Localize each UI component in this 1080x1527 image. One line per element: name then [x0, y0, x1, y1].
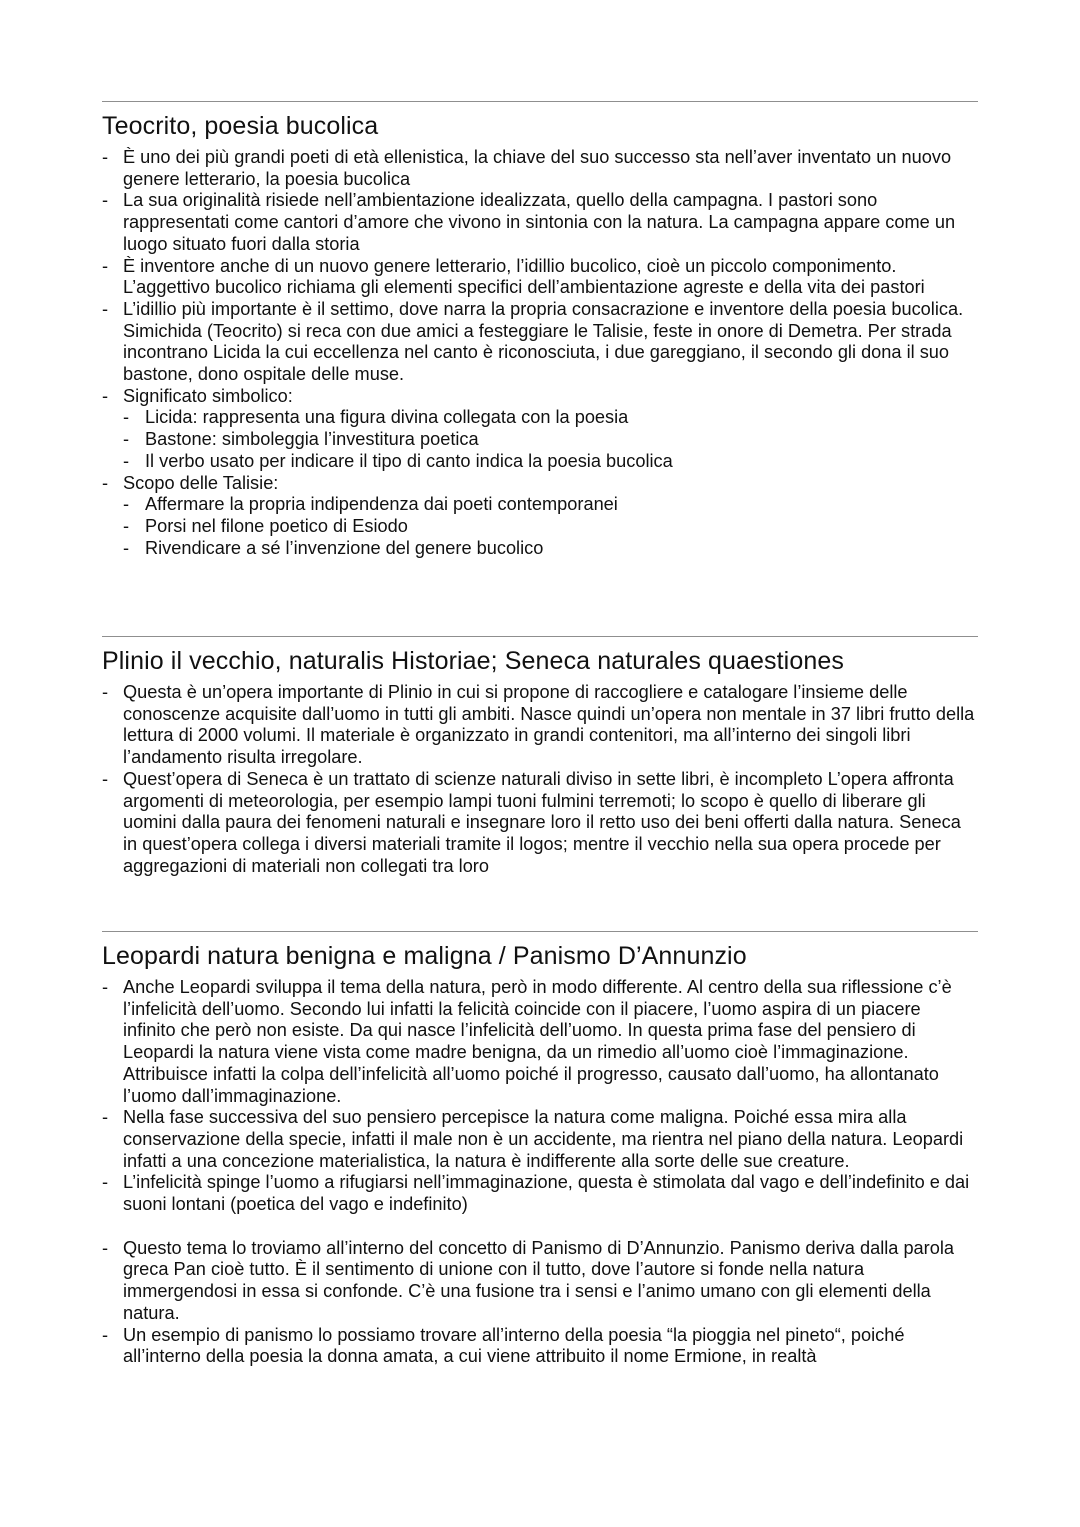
list-item: - È uno dei più grandi poeti di età ellenistica, la chiave del suo successo sta nell’aver inventato un nuovo genere letterario, la poesia bucolica	[102, 147, 978, 190]
section-divider	[102, 636, 978, 637]
section-leopardi-dannunzio	[102, 931, 978, 1368]
section-title: Leopardi natura benigna e maligna / Panismo D’Annunzio	[102, 942, 747, 970]
sub-list-item: - Licida: rappresenta una figura divina collegata con la poesia	[123, 407, 978, 429]
section-divider	[102, 931, 978, 932]
list-item	[102, 386, 978, 473]
list-item: - Questo tema lo troviamo all’interno del concetto di Panismo di D’Annunzio. Panismo deriva dalla parola greca Pan cioè tutto. È il sentimento di unione con il tutto, dove l’autore si fonde nella natura immergendosi in essa si confonde. C’è una fusione tra i sensi e l’animo umano con gli elementi della natura.	[102, 1238, 978, 1325]
sub-list	[123, 494, 978, 559]
list-item: - L’idillio più importante è il settimo, dove narra la propria consacrazione e inventore della poesia bucolica. Simichida (Teocrito) si reca con due amici a festeggiare le Talisie, feste in onore di Demetra. Per strada incontrano Licida la cui eccellenza nel canto è riconosciuta, i due gareggiano, il secondo gli dona il suo bastone, dono ospitale delle muse.	[102, 299, 978, 386]
section-title: Plinio il vecchio, naturalis Historiae; Seneca naturales quaestiones	[102, 647, 844, 675]
sub-list-item: - Bastone: simboleggia l’investitura poetica	[123, 429, 978, 451]
sub-list-item: - Affermare la propria indipendenza dai poeti contemporanei	[123, 494, 978, 516]
sub-list-item: - Rivendicare a sé l’invenzione del genere bucolico	[123, 538, 978, 560]
list-item: - Questa è un’opera importante di Plinio in cui si propone di raccogliere e catalogare l’insieme delle conoscenze acquisite dall’uomo in tutti gli ambiti. Nasce quindi un’opera non mentale in 37 libri frutto della lettura di 2000 volumi. Il materiale è organizzato in grandi contenitori, ma all’interno dei singoli libri l’andamento risulta irregolare.	[102, 682, 978, 769]
bullet-list	[102, 147, 978, 559]
list-item: - Quest’opera di Seneca è un trattato di scienze naturali diviso in sette libri, è incompleto L’opera affronta argomenti di meteorologia, per esempio lampi tuoni fulmini terremoti; lo scopo è quello di liberare gli uomini dalla paura dei fenomeni naturali e insegnare loro il retto uso dei beni offerti dalla natura. Seneca in quest’opera collega i diversi materiali tramite il logos; mentre il vecchio nella sua opera procede per aggregazioni di materiali non collegati tra loro	[102, 769, 978, 878]
sub-list	[123, 407, 978, 472]
list-item: - Anche Leopardi sviluppa il tema della natura, però in modo differente. Al centro della sua riflessione c’è l’infelicità dell’uomo. Secondo lui infatti la felicità coincide con il piacere, l’uomo aspira di un piacere infinito che però non esiste. Da qui nasce l’infelicità dell’uomo. In questa prima fase del pensiero di Leopardi la natura viene vista come madre benigna, da un rimedio all’uomo cioè l’immaginazione. Attribuisce infatti la colpa dell’infelicità all’uomo poiché il progresso, causato dall’uomo, ha allontanato l’uomo dall’immaginazione.	[102, 977, 978, 1107]
list-item-label: Significato simbolico:	[123, 385, 293, 406]
list-item: - La sua originalità risiede nell’ambientazione idealizzata, quello della campagna. I pastori sono rappresentati come cantori d’amore che vivono in sintonia con la natura. La campagna appare come un luogo situato fuori dalla storia	[102, 190, 978, 255]
sub-list-item: - Porsi nel filone poetico di Esiodo	[123, 516, 978, 538]
section-plinio-seneca	[102, 636, 978, 877]
sub-list-item: - Il verbo usato per indicare il tipo di canto indica la poesia bucolica	[123, 451, 978, 473]
bullet-list	[102, 682, 978, 877]
list-item: - È inventore anche di un nuovo genere letterario, l’idillio bucolico, cioè un piccolo componimento. L’aggettivo bucolico richiama gli elementi specifici dell’ambientazione agreste e della vita dei pastori	[102, 256, 978, 299]
list-item: - L’infelicità spinge l’uomo a rifugiarsi nell’immaginazione, questa è stimolata dal vago e dell’indefinito e dai suoni lontani (poetica del vago e indefinito)	[102, 1172, 978, 1215]
list-item: - Un esempio di panismo lo possiamo trovare all’interno della poesia “la pioggia nel pineto“, poiché all’interno della poesia la donna amata, a cui viene attribuito il nome Ermione, in realtà	[102, 1325, 978, 1368]
section-teocrito	[102, 101, 978, 559]
list-item: - Nella fase successiva del suo pensiero percepisce la natura come maligna. Poiché essa mira alla conservazione della specie, infatti il male non è un accidente, ma rientra nel piano della natura. Leopardi infatti a una concezione materialistica, la natura è indifferente alla sorte delle sue creature.	[102, 1107, 978, 1172]
list-item-label: Scopo delle Talisie:	[123, 472, 279, 493]
section-title: Teocrito, poesia bucolica	[102, 112, 379, 140]
bullet-list	[102, 977, 978, 1368]
section-divider	[102, 101, 978, 102]
list-item	[102, 473, 978, 560]
